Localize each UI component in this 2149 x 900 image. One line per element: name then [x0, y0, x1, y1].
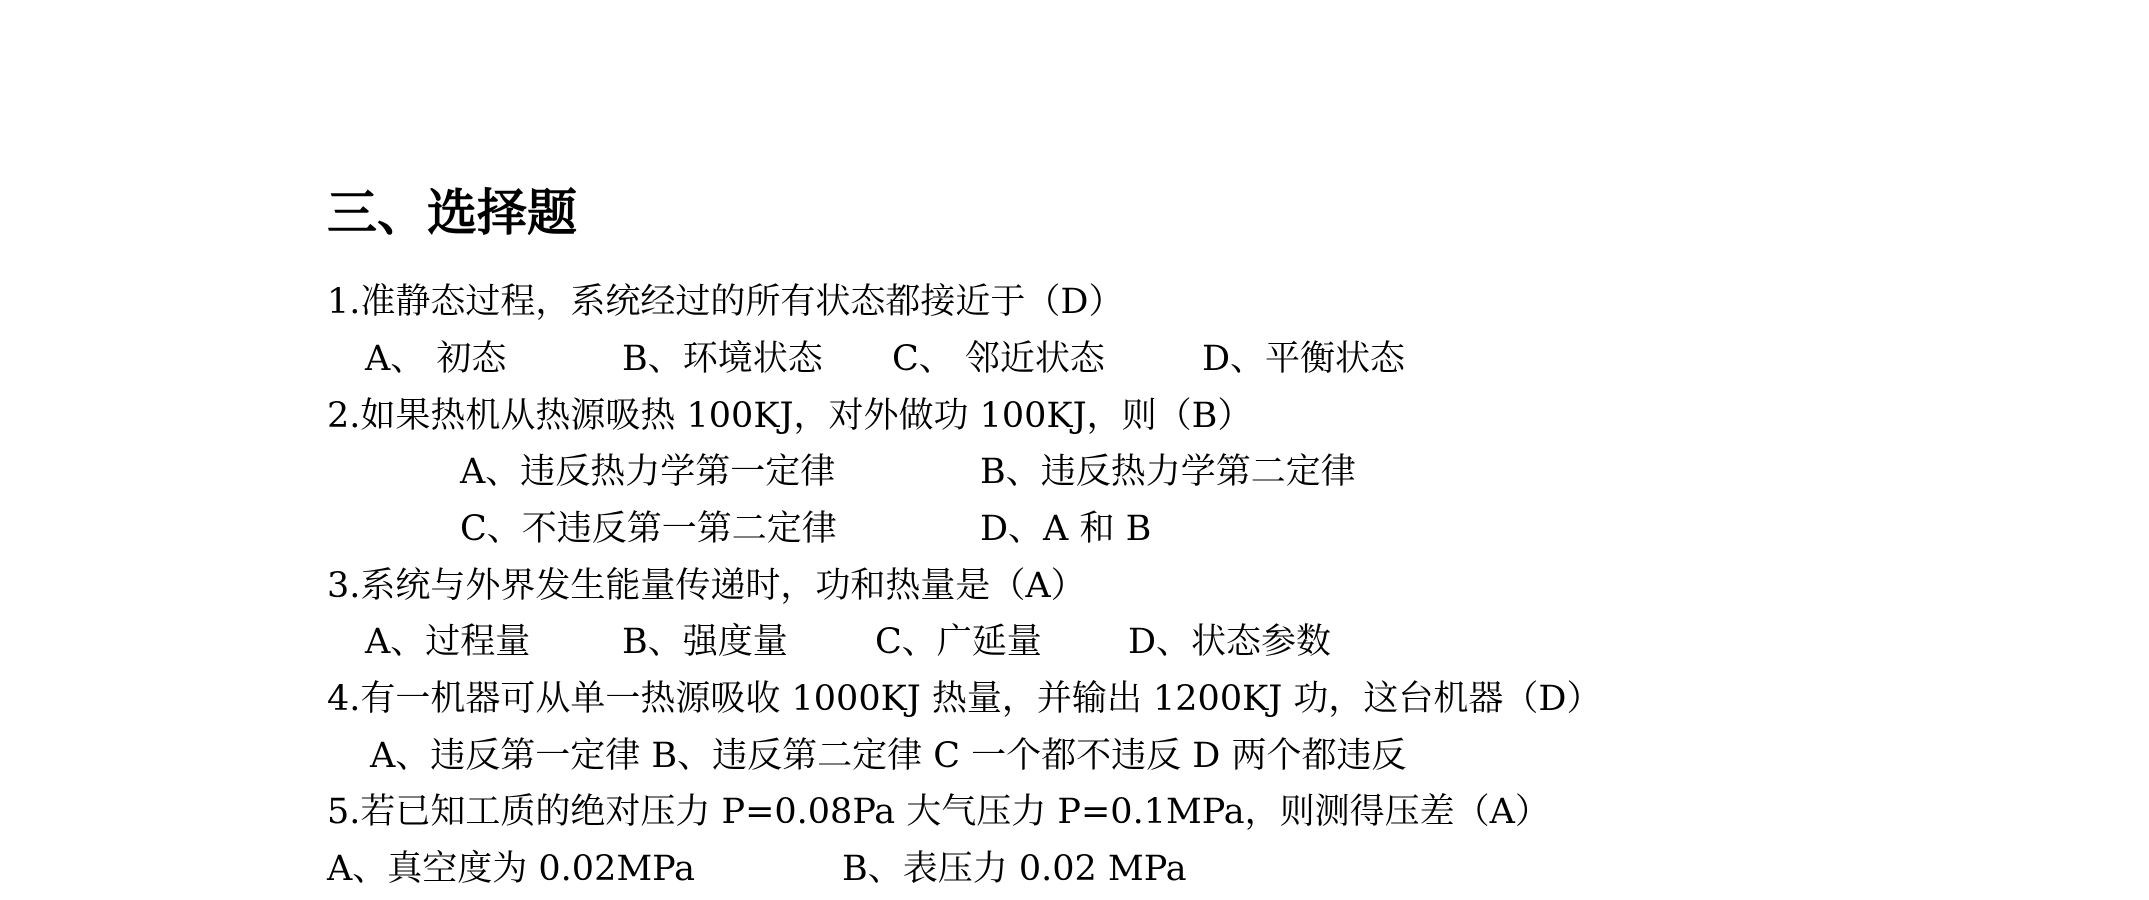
question-4: 4.有一机器可从单一热源吸收 1000KJ 热量，并输出 1200KJ 功，这台机器（D）	[327, 679, 1602, 719]
question-5-option-b: B、表压力 0.02 MPa	[842, 849, 1187, 889]
question-3-option-a: A、过程量	[365, 622, 531, 662]
question-1-option-a: A、 初态	[365, 339, 507, 379]
question-2-option-a: A、违反热力学第一定律	[460, 452, 836, 492]
question-4-options: A、违反第一定律 B、违反第二定律 C 一个都不违反 D 两个都违反	[370, 736, 1407, 776]
section-title: 三、选择题	[327, 183, 577, 242]
question-2-option-d: D、A 和 B	[980, 509, 1152, 549]
question-5-option-a: A、真空度为 0.02MPa	[327, 849, 696, 889]
question-1: 1.准静态过程，系统经过的所有状态都接近于（D）	[327, 282, 1124, 322]
question-1-option-c: C、 邻近状态	[892, 339, 1105, 379]
question-2-option-c: C、不违反第一第二定律	[460, 509, 837, 549]
question-3: 3.系统与外界发生能量传递时，功和热量是（A）	[327, 566, 1086, 606]
question-1-option-d: D、平衡状态	[1202, 339, 1406, 379]
question-5: 5.若已知工质的绝对压力 P=0.08Pa 大气压力 P=0.1MPa，则测得压差（A）	[327, 792, 1550, 832]
question-3-option-c: C、广延量	[875, 622, 1042, 662]
question-3-option-d: D、状态参数	[1128, 622, 1332, 662]
question-1-option-b: B、环境状态	[622, 339, 823, 379]
question-3-option-b: B、强度量	[622, 622, 788, 662]
question-2-option-b: B、违反热力学第二定律	[980, 452, 1356, 492]
question-2: 2.如果热机从热源吸热 100KJ，对外做功 100KJ，则（B）	[327, 396, 1253, 436]
